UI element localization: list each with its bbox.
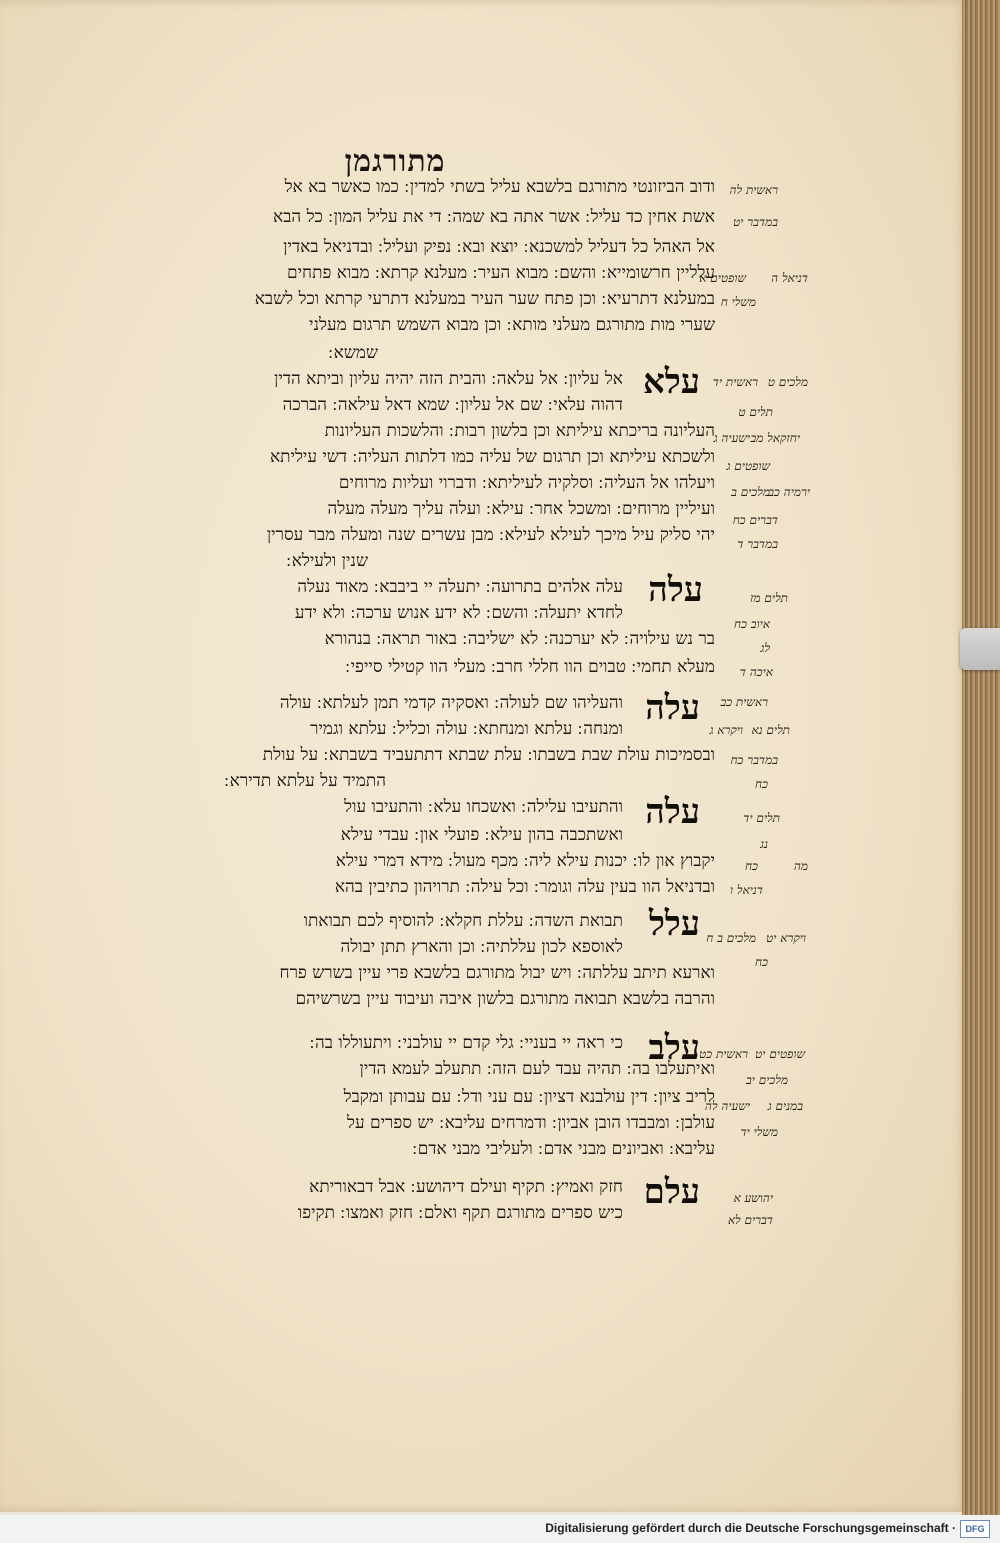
entry-headword: עלה: [648, 570, 703, 610]
margin-reference: יהושע א: [733, 1191, 773, 1205]
margin-reference: דניאל ה: [771, 271, 808, 285]
entry-headword: עלא: [643, 362, 700, 402]
margin-reference: ראשית כט: [699, 1047, 748, 1061]
text-line: ועיליין מרוחים ׃ ומשכל אחר ׃ עילא ׃ ועלה עליך מעלה מעלה: [327, 499, 715, 519]
dfg-logo-icon: DFG: [960, 1520, 990, 1538]
margin-reference: ישעיה לה: [704, 1099, 750, 1113]
text-line: ואיתעלבו בה ׃ תהיה עבד לעם הזה ׃ תתעלב לעמא הדין: [359, 1059, 715, 1079]
text-line: התמיד על עלתא תדירא ׃: [224, 771, 386, 791]
text-line: יקבוץ און לו ׃ יכנות עילא ליה ׃ מכף מעול ׃ מידא דמרי עילא: [335, 851, 715, 871]
text-line: כי ראה יי בעניי ׃ גלי קדם יי עולבני ׃ ויתעוללו בה ׃: [309, 1033, 623, 1053]
margin-reference: שופטים א: [699, 271, 746, 285]
text-line: לאוספא לכון עללתיה ׃ וכן והארץ תתן יבולה: [340, 937, 623, 957]
text-line: אל עליון ׃ אל עלאה ׃ והבית הזה יהיה עליון וביתא הדין: [274, 369, 623, 389]
text-line: וארעא תיתב עללתה ׃ ויש יבול מתורגם בלשבא פרי עיין בשרש פרח: [279, 963, 715, 983]
margin-reference: מלכים יב: [746, 1073, 788, 1087]
text-line: חזק ואמיץ ׃ תקיף ועילם דיהושע ׃ אבל דבאוריתא: [309, 1177, 623, 1197]
text-line: ולשכתא עיליתא וכן תרגום של עליה כמו דלתות העליה ׃ דשי עיליתא: [269, 447, 715, 467]
page-edge-stack: [962, 0, 1000, 1515]
text-line: ובדניאל הוו בעין עלה וגומר ׃ וכל עילה ׃ תרויהון כתיבין בהא: [334, 877, 715, 897]
text-line: שמשא ׃: [328, 343, 378, 363]
margin-reference: דברים לא: [727, 1213, 773, 1227]
text-line: כיש ספרים מתורגם תקף ואלם ׃ חזק ואמצו ׃ תקיפו: [297, 1203, 623, 1223]
text-line: לחדא יתעלה ׃ והשם ׃ לא ידע אנוש ערכה ׃ ולא ידע: [294, 603, 623, 623]
margin-reference: לג: [760, 641, 770, 655]
margin-reference: איוב כח: [734, 617, 770, 631]
funding-credit: Digitalisierung gefördert durch die Deutsche Forschungsgemeinschaft ·: [545, 1521, 956, 1535]
text-line: ואשתכבה בהון עילא ׃ פועלי און ׃ עבדי עילא: [340, 825, 623, 845]
text-line: והרבה בלשבא תבואה מתורגם בלשון איבה ועיבוד עיין בשרשיהם: [295, 989, 715, 1009]
margin-reference: ראשית לה: [729, 183, 778, 197]
margin-reference: במדבר יט: [733, 215, 778, 229]
text-line: לריב ציון ׃ דין עולבנא דציון ׃ עם עני ודל ׃ עם עבותן ומקבל: [343, 1087, 715, 1107]
text-line: במעלנא דתרעיא ׃ וכן פתח שער העיר במעלנא דתרעי קרתא וכל לשבא: [254, 289, 715, 309]
margin-reference: תלים מז: [750, 591, 788, 605]
margin-reference: כח: [755, 955, 768, 969]
text-line: והתעיבו עלילה ׃ ואשכחו עלא ׃ והתעיבו עול: [344, 797, 623, 817]
margin-reference: שופטים ג: [726, 459, 770, 473]
margin-reference: ויקרא ג: [709, 723, 743, 737]
text-line: אשת אחין כד עליל ׃ אשר אתה בא שמה ׃ די את עליל המון ׃ כל הבא: [273, 207, 715, 227]
text-line: דהוה עלאי ׃ שם אל עליון ׃ שמא דאל עילאה ׃ הברכה: [282, 395, 623, 415]
text-line: בר נש עילויה ׃ לא יערכנה ׃ לא ישליבה ׃ באור תראה ׃ בנהורא: [324, 629, 715, 649]
entry-headword: עלל: [648, 904, 700, 944]
text-line: עולבן ׃ ומבבדו הובן אביון ׃ ודמרחים עליבא ׃ יש ספרים על: [347, 1113, 715, 1133]
bookmark-tab: [960, 628, 1000, 670]
margin-reference: כח: [755, 777, 768, 791]
entry-headword: עלם: [643, 1172, 700, 1212]
margin-reference: ירמיה כב: [768, 485, 810, 499]
margin-reference: ראשית כב: [720, 695, 768, 709]
text-line: תבואת השדה ׃ עללת חקלא ׃ להוסיף לכם תבואתו: [303, 911, 623, 931]
margin-reference: תלים ט: [738, 405, 773, 419]
margin-reference: דברים כח: [732, 513, 778, 527]
text-line: ויעלהו אל העליה ׃ וסלקיה לעיליתא ׃ ודברוי ועליות מרוחים: [338, 473, 715, 493]
margin-reference: שופטים יט: [755, 1047, 805, 1061]
margin-reference: מלכים ט: [767, 375, 808, 389]
margin-reference: מה: [793, 859, 808, 873]
margin-reference: תלים יד: [743, 811, 780, 825]
margin-reference: נג: [760, 837, 768, 851]
text-line: עלה אלהים בתרועה ׃ יתעלה יי ביבבא ׃ מאוד נעלה: [297, 577, 623, 597]
text-line: שערי מות מתורגם מעלני מותא ׃ וכן מבוא השמש תרגום מעלני: [309, 315, 715, 335]
margin-reference: תלים נא: [751, 723, 790, 737]
text-line: מעלא תחמי ׃ טבוים הוו חללי חרב ׃ מעלי הוו קטילי סייפי ׃: [345, 657, 715, 677]
margin-reference: ישעיה ג: [713, 431, 750, 445]
text-line: ובסמיכות עולת שבת בשבתו ׃ עלת שבתא דתתעביד בשבתא ׃ על עולת: [262, 745, 715, 765]
text-line: עליבא ׃ ואביונים מבני אדם ׃ ולעליבי מבני אדם ׃: [412, 1139, 715, 1159]
text-line: ומנחה ׃ עלתא ומנחתא ׃ עולה וכליל ׃ עלתא וגמיר: [310, 719, 623, 739]
text-line: אל האהל כל דעליל למשכנא ׃ יוצא ובא ׃ נפיק ועליל ׃ ובדניאל באדין: [283, 237, 715, 257]
footer-bar: [0, 1515, 1000, 1543]
margin-reference: מלכים ב: [731, 485, 770, 499]
margin-reference: במדבר ד: [737, 537, 778, 551]
margin-reference: ראשית יד: [712, 375, 758, 389]
text-line: והעליהו שם לעולה ׃ ואסקיה קדמי תמן לעלתא ׃ עולה: [279, 693, 623, 713]
margin-reference: ויקרא יט: [766, 931, 806, 945]
entry-headword: עלה: [645, 792, 700, 832]
text-line: יהי סליק עיל מיכך לעילא לעילא ׃ מבן עשרים שנה ומעלה מבר עסרין: [266, 525, 715, 545]
margin-reference: כח: [745, 859, 758, 873]
text-line: העליונה בריכתא עיליתא וכן בלשון רבות ׃ והלשכות העליונות: [324, 421, 715, 441]
margin-reference: איכה ד: [739, 665, 773, 679]
margin-reference: יחזקאל מב: [750, 431, 800, 445]
margin-reference: משלי יד: [740, 1125, 778, 1139]
page-title: מתורגמן: [344, 144, 446, 179]
entry-headword: עלה: [645, 688, 700, 728]
margin-reference: משלי ח: [720, 295, 756, 309]
text-line: שנין ולעילא ׃: [286, 551, 368, 571]
entry-headword: עלב: [648, 1028, 700, 1068]
margin-reference: מלכים ב ח: [706, 931, 756, 945]
text-line: ודוב הביזונטי מתורגם בלשבא עליל בשתי למדין ׃ כמו כאשר בא אל: [284, 177, 715, 197]
margin-reference: במדבר כח: [730, 753, 778, 767]
margin-reference: דניאל ו: [730, 883, 763, 897]
text-line: עלליין חרשומייא ׃ והשם ׃ מבוא העיר ׃ מעלנא קרתא ׃ מבוא פתחים: [286, 263, 715, 283]
margin-reference: במנים ג: [767, 1099, 803, 1113]
